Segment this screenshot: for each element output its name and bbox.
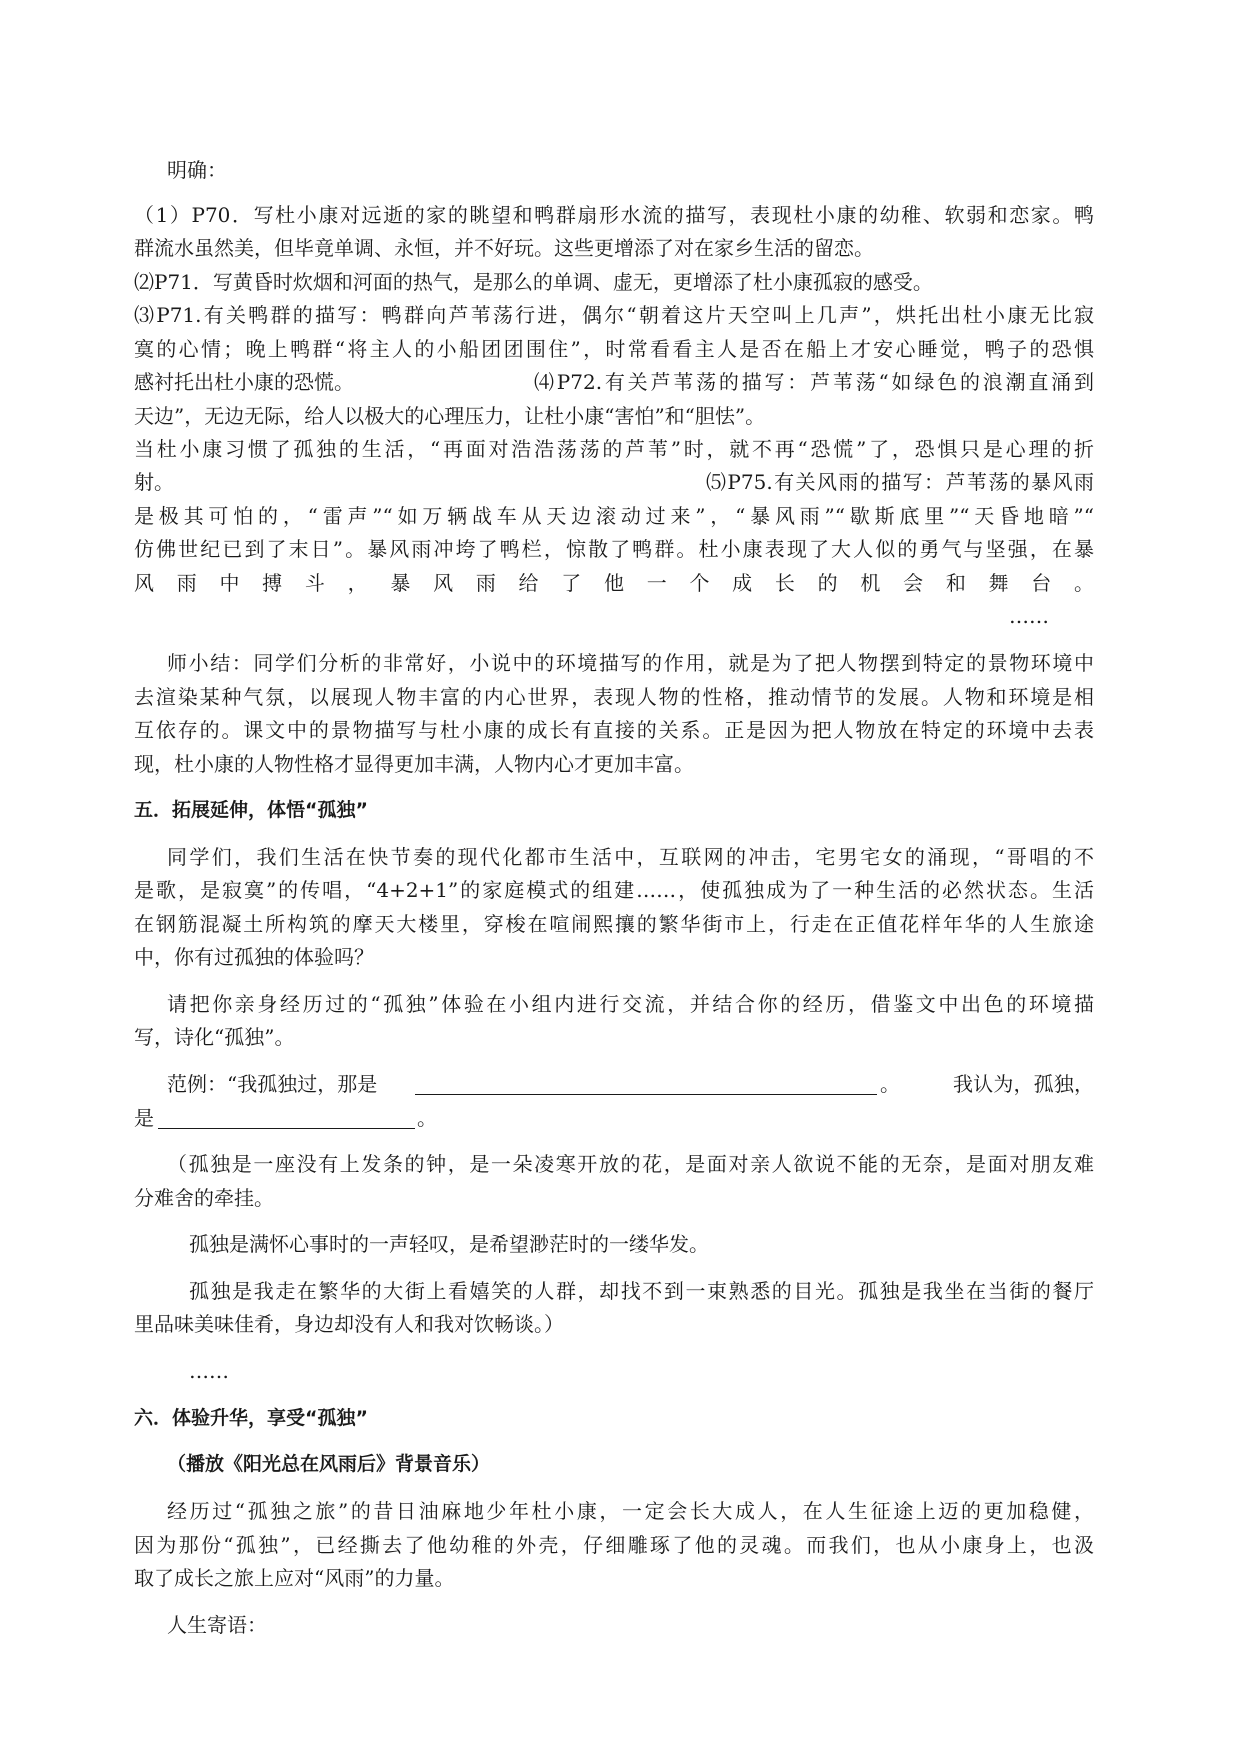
text-line: 取了成长之旅上应对“风雨”的力量。 bbox=[134, 1566, 455, 1590]
text-line: 当杜小康习惯了孤独的生活，“再面对浩浩荡荡的芦苇”时，就不再“恐慌”了，恐惧只是心理的折 bbox=[134, 437, 1094, 461]
text-line: ⑸P75.有关风雨的描写：芦苇荡的暴风雨 bbox=[706, 470, 1094, 494]
text-line: 在钢筋混凝土所构筑的摩天大楼里，穿梭在喧闹熙攘的繁华街市上，行走在正值花样年华的人生旅途 bbox=[134, 912, 1094, 936]
text-line: （孤独是一座没有上发条的钟，是一朵凌寒开放的花，是面对亲人欲说不能的无奈，是面对朋友难 bbox=[167, 1152, 1094, 1176]
text-line: 风雨中搏斗，暴风雨给了他一个成长的机会和舞台。 bbox=[134, 571, 1094, 595]
text-line: 孤独是满怀心事时的一声轻叹，是希望渺茫时的一缕华发。 bbox=[189, 1232, 709, 1256]
ellipsis: …… bbox=[189, 1359, 229, 1383]
label-clarify: 明确： bbox=[167, 158, 227, 182]
text-line: 现，杜小康的人物性格才显得更加丰满，人物内心才更加丰富。 bbox=[134, 752, 694, 776]
text-line: 经历过“孤独之旅”的昔日油麻地少年杜小康，一定会长大成人，在人生征途上迈的更加稳健， bbox=[167, 1499, 1094, 1523]
text-line: 射。 bbox=[134, 470, 174, 494]
text-line: 孤独是我走在繁华的大街上看嬉笑的人群，却找不到一束熟悉的目光。孤独是我坐在当街的餐厅 bbox=[189, 1279, 1094, 1303]
section-heading: 五．拓展延伸，体悟“孤独” bbox=[134, 799, 368, 821]
text-line: 感衬托出杜小康的恐慌。 bbox=[134, 370, 354, 394]
text-line: 请把你亲身经历过的“孤独”体验在小组内进行交流，并结合你的经历，借鉴文中出色的环境描 bbox=[167, 992, 1094, 1016]
text-line: 寞的心情；晚上鸭群“将主人的小船团团围住”，时常看看主人是否在船上才安心睡觉，鸭子的恐惧 bbox=[134, 337, 1094, 361]
ellipsis: …… bbox=[1009, 604, 1049, 628]
fill-in-blank[interactable] bbox=[415, 1094, 877, 1095]
text-line: 是极其可怕的，“雷声”“如万辆战车从天边滚动过来”，“暴风雨”“歇斯底里”“天昏地暗”“ bbox=[134, 504, 1094, 528]
text-line: 里品味美味佳肴，身边却没有人和我对饮畅谈。） bbox=[134, 1312, 564, 1336]
text-line: 天边”，无边无际，给人以极大的心理压力，让杜小康“害怕”和“胆怯”。 bbox=[134, 404, 766, 428]
text-line: 因为那份“孤独”，已经撕去了他幼稚的外壳，仔细雕琢了他的灵魂。而我们，也从小康身上，也汲 bbox=[134, 1533, 1094, 1557]
fill-in-blank[interactable] bbox=[158, 1128, 415, 1129]
text-line: ⑷P72.有关芦苇荡的描写：芦苇荡“如绿色的浪潮直涌到 bbox=[534, 370, 1094, 394]
text-line: 师小结：同学们分析的非常好，小说中的环境描写的作用，就是为了把人物摆到特定的景物环境中 bbox=[167, 651, 1094, 675]
text-line: ⑶P71.有关鸭群的描写：鸭群向芦苇荡行进，偶尔“朝着这片天空叫上几声”，烘托出杜小康无比寂 bbox=[134, 303, 1094, 327]
text-line: 互依存的。课文中的景物描写与杜小康的成长有直接的关系。正是因为把人物放在特定的环境中去表 bbox=[134, 718, 1094, 742]
text-line: 是歌，是寂寞”的传唱，“4+2+1”的家庭模式的组建……，使孤独成为了一种生活的必然状态。生活 bbox=[134, 878, 1094, 902]
text-line: 人生寄语： bbox=[167, 1613, 267, 1637]
text-line: （1）P70．写杜小康对远逝的家的眺望和鸭群扇形水流的描写，表现杜小康的幼稚、软弱和恋家。鸭 bbox=[134, 203, 1094, 227]
text-line: 中，你有过孤独的体验吗？ bbox=[134, 945, 374, 969]
example-prefix: 范例：“我孤独过，那是 bbox=[167, 1072, 378, 1096]
music-note: （播放《阳光总在风雨后》背景音乐） bbox=[167, 1453, 491, 1475]
text-line: ⑵P71．写黄昏时炊烟和河面的热气，是那么的单调、虚无，更增添了杜小康孤寂的感受。 bbox=[134, 270, 933, 294]
example-middle: 我认为，孤独， bbox=[953, 1072, 1094, 1096]
text-line: 仿佛世纪已到了末日”。暴风雨冲垮了鸭栏，惊散了鸭群。杜小康表现了大人似的勇气与坚强，在暴 bbox=[134, 537, 1094, 561]
text-line: 同学们，我们生活在快节奏的现代化都市生活中，互联网的冲击，宅男宅女的涌现，“哥唱的不 bbox=[167, 845, 1094, 869]
example-end: 。 bbox=[417, 1106, 437, 1130]
text-line: 写，诗化“孤独”。 bbox=[134, 1025, 295, 1049]
text-line: 去渲染某种气氛，以展现人物丰富的内心世界，表现人物的性格，推动情节的发展。人物和环境是相 bbox=[134, 685, 1094, 709]
section-heading: 六．体验升华，享受“孤独” bbox=[134, 1407, 368, 1429]
text-line: 群流水虽然美，但毕竟单调、永恒，并不好玩。这些更增添了对在家乡生活的留恋。 bbox=[134, 236, 874, 260]
text-line: 分难舍的牵挂。 bbox=[134, 1186, 274, 1210]
example-is: 是 bbox=[134, 1106, 154, 1130]
example-period: 。 bbox=[880, 1072, 900, 1096]
